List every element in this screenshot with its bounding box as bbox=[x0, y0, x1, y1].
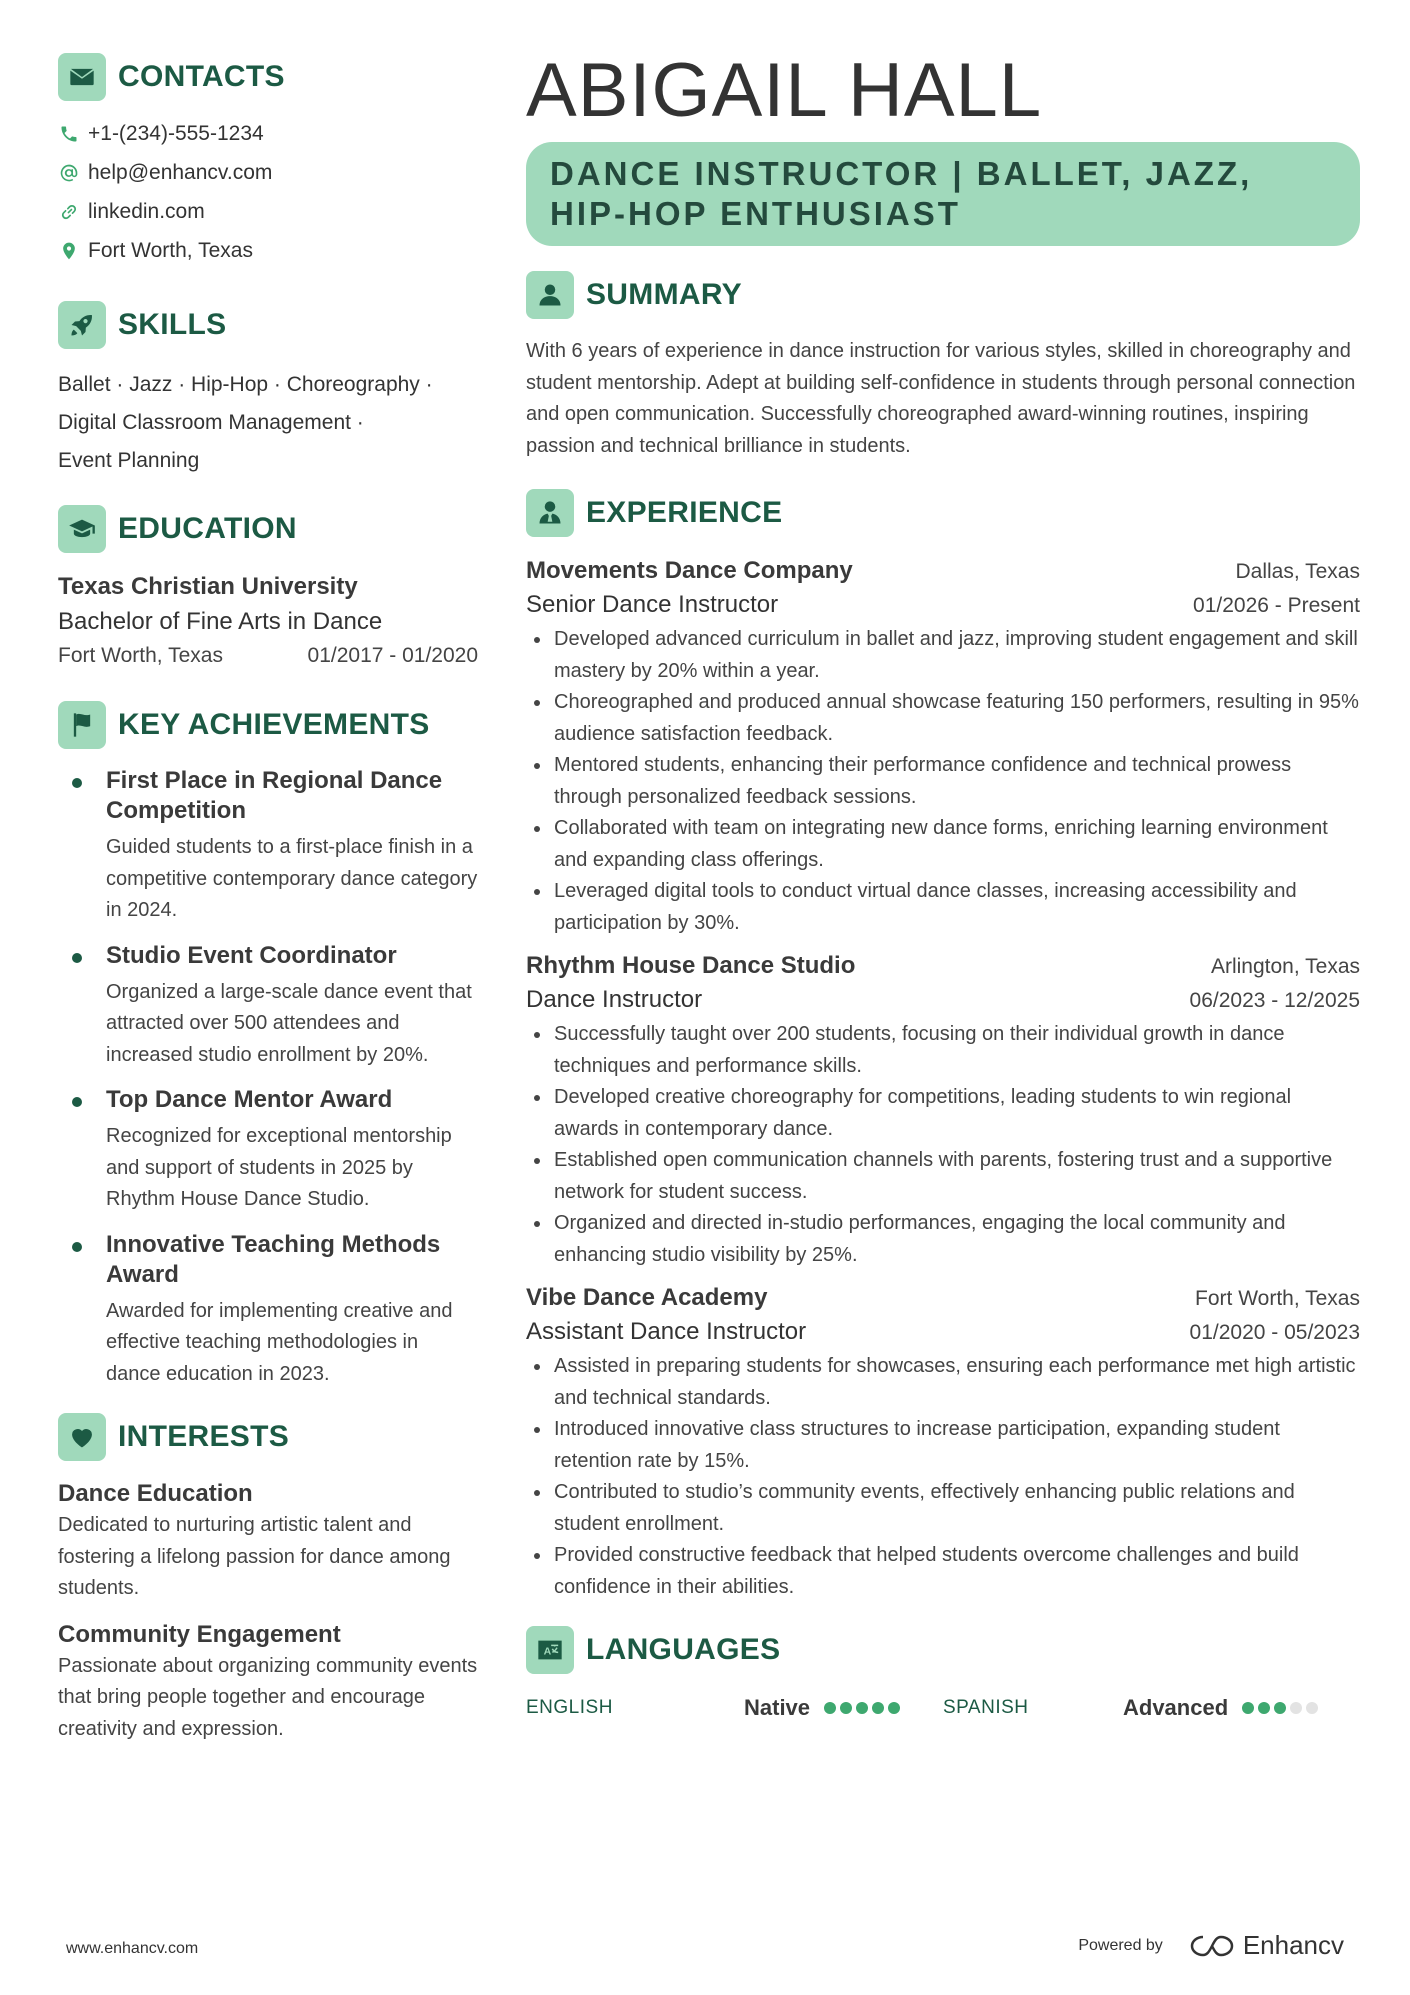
job-dates: 06/2023 - 12/2025 bbox=[1189, 989, 1360, 1012]
job-bullet: Assisted in preparing students for showcases, ensuring each performance met high artistic and technical standards. bbox=[526, 1351, 1360, 1414]
achievements-heading bbox=[58, 700, 478, 750]
education-school: Texas Christian University bbox=[58, 573, 358, 600]
job-bullet: Mentored students, enhancing their performance confidence and technical prowess through personalized feedback sessions. bbox=[526, 750, 1360, 813]
email-text: help@enhancv.com bbox=[88, 160, 273, 184]
job-bullet: Contributed to studio’s community events, effectively enhancing public relations and student enrollment. bbox=[526, 1477, 1360, 1540]
achievement-desc: Recognized for exceptional mentorship and support of students in 2025 by Rhythm House Dance Studio. bbox=[106, 1125, 452, 1210]
enhancv-logo-icon bbox=[1189, 1933, 1235, 1959]
svg-text:A: A bbox=[543, 1645, 552, 1658]
achievements-section bbox=[58, 700, 478, 1390]
language-item bbox=[943, 1695, 1360, 1721]
section-title: CONTACTS bbox=[118, 60, 285, 93]
user-tie-icon bbox=[526, 489, 574, 537]
interest-desc: Dedicated to nurturing artistic talent and fostering a lifelong passion for dance among students. bbox=[58, 1514, 451, 1599]
job-bullet: Established open communication channels with parents, fostering trust and a supportive network for student success. bbox=[526, 1145, 1360, 1208]
headline-line: DANCE INSTRUCTOR | BALLET, JAZZ, bbox=[550, 155, 1253, 192]
achievement-item bbox=[58, 766, 478, 927]
bullet-dot bbox=[72, 1097, 82, 1107]
summary-section bbox=[526, 270, 1360, 462]
languages-row bbox=[526, 1693, 1360, 1723]
candidate-name: ABIGAIL HALL bbox=[526, 48, 1043, 133]
interests-section bbox=[58, 1412, 478, 1745]
summary-heading bbox=[526, 270, 1360, 320]
language-rating bbox=[824, 1702, 904, 1714]
languages-section bbox=[526, 1625, 1360, 1723]
user-icon bbox=[526, 271, 574, 319]
headline-box bbox=[526, 142, 1360, 246]
rating-dot-filled bbox=[1274, 1702, 1286, 1714]
education-meta bbox=[58, 640, 478, 672]
language-rating bbox=[1242, 1702, 1322, 1714]
rating-dot-filled bbox=[856, 1702, 868, 1714]
link-icon bbox=[58, 201, 80, 223]
phone-icon bbox=[58, 123, 80, 145]
achievement-desc: Awarded for implementing creative and effective teaching methodologies in dance education in 2023. bbox=[106, 1299, 453, 1385]
job-bullet: Organized and directed in-studio performances, engaging the local community and enhancing studio visibility by 25%. bbox=[526, 1208, 1360, 1271]
job-bullets bbox=[526, 1351, 1360, 1603]
left-column bbox=[58, 52, 478, 1759]
job-location: Dallas, Texas bbox=[1235, 560, 1360, 583]
education-degree: Bachelor of Fine Arts in Dance bbox=[58, 608, 383, 635]
rating-dot-filled bbox=[1258, 1702, 1270, 1714]
job-company: Vibe Dance Academy bbox=[526, 1284, 768, 1311]
job-role: Senior Dance Instructor bbox=[526, 591, 779, 618]
translate-icon bbox=[526, 1626, 574, 1674]
job-location: Arlington, Texas bbox=[1210, 955, 1360, 978]
job-role: Assistant Dance Instructor bbox=[526, 1318, 807, 1345]
education-location: Fort Worth, Texas bbox=[58, 644, 223, 667]
rating-dot-empty bbox=[1306, 1702, 1318, 1714]
job-location: Fort Worth, Texas bbox=[1195, 1287, 1360, 1310]
job-bullet: Developed advanced curriculum in ballet and jazz, improving student engagement and skill mastery by 20% within a year. bbox=[526, 624, 1360, 687]
language-name: ENGLISH bbox=[526, 1697, 613, 1718]
skills-section bbox=[58, 300, 478, 480]
graduation-cap-icon bbox=[58, 505, 106, 553]
rating-dot-filled bbox=[824, 1702, 836, 1714]
contacts-heading bbox=[58, 52, 478, 102]
section-title: EDUCATION bbox=[118, 512, 297, 545]
skills-list bbox=[58, 366, 468, 480]
rating-dot-filled bbox=[840, 1702, 852, 1714]
phone-text: +1-(234)-555-1234 bbox=[88, 121, 264, 145]
job-bullet: Developed creative choreography for competitions, leading students to win regional awards in contemporary dance. bbox=[526, 1082, 1360, 1145]
linkedin-text: linkedin.com bbox=[88, 199, 205, 223]
contact-phone[interactable] bbox=[58, 114, 478, 153]
section-title: SUMMARY bbox=[586, 278, 742, 311]
envelope-icon bbox=[58, 53, 106, 101]
achievement-item bbox=[58, 941, 478, 1072]
interests-heading bbox=[58, 1412, 478, 1462]
contacts-section bbox=[58, 52, 478, 270]
achievement-desc: Organized a large-scale dance event that attracted over 500 attendees and increased studio enrollment by 20%. bbox=[106, 980, 472, 1066]
education-dates: 01/2017 - 01/2020 bbox=[307, 644, 478, 667]
section-title: KEY ACHIEVEMENTS bbox=[118, 708, 430, 741]
contact-email[interactable] bbox=[58, 153, 478, 192]
language-level: Native bbox=[744, 1695, 811, 1720]
achievement-desc: Guided students to a first-place finish in a competitive contemporary dance category in 2024. bbox=[106, 836, 478, 921]
job-bullet: Collaborated with team on integrating new dance forms, enriching learning environment and expanding class offerings. bbox=[526, 813, 1360, 876]
achievement-item bbox=[58, 1230, 478, 1391]
achievement-item bbox=[58, 1085, 478, 1216]
interest-title: Community Engagement bbox=[58, 1620, 341, 1648]
brand-name: Enhancv bbox=[1242, 1930, 1344, 1960]
location-text: Fort Worth, Texas bbox=[88, 238, 253, 262]
map-pin-icon bbox=[58, 240, 80, 262]
job-bullets bbox=[526, 1019, 1360, 1271]
skills-line: Ballet · Jazz · Hip-Hop · Choreography · bbox=[58, 373, 433, 396]
job-dates: 01/2020 - 05/2023 bbox=[1189, 1321, 1360, 1344]
skills-line: Event Planning bbox=[58, 449, 200, 472]
education-heading bbox=[58, 504, 478, 554]
heart-icon bbox=[58, 1413, 106, 1461]
education-section bbox=[58, 504, 478, 672]
achievement-title: First Place in Regional Dance Competition bbox=[106, 767, 443, 824]
job-bullet: Leveraged digital tools to conduct virtual dance classes, increasing accessibility and participation by 30%. bbox=[526, 876, 1360, 939]
skills-line: Digital Classroom Management · bbox=[58, 411, 364, 434]
job-bullet: Successfully taught over 200 students, focusing on their individual growth in dance techniques and performance skills. bbox=[526, 1019, 1360, 1082]
job-entry bbox=[526, 949, 1360, 1271]
job-bullets bbox=[526, 624, 1360, 939]
contact-location bbox=[58, 231, 478, 270]
job-bullet: Provided constructive feedback that helped students overcome challenges and build confidence in their abilities. bbox=[526, 1540, 1360, 1603]
job-entry bbox=[526, 1281, 1360, 1603]
footer-brand[interactable] bbox=[1078, 1930, 1344, 1961]
at-sign-icon bbox=[58, 162, 80, 184]
achievement-title: Innovative Teaching Methods Award bbox=[106, 1230, 441, 1288]
powered-by-text: Powered by bbox=[1078, 1936, 1163, 1954]
job-role: Dance Instructor bbox=[526, 986, 703, 1013]
rating-dot-filled bbox=[872, 1702, 884, 1714]
bullet-dot bbox=[72, 953, 82, 963]
bullet-dot bbox=[72, 1242, 82, 1252]
experience-section bbox=[526, 488, 1360, 1603]
headline-line: HIP-HOP ENTHUSIAST bbox=[550, 195, 961, 232]
experience-heading bbox=[526, 488, 1360, 538]
summary-text: With 6 years of experience in dance instruction for various styles, skilled in choreography and student mentorship. Adept at building self-confidence in students through personal connection and open communication. Successfully choreographed award-winning routines, inspiring passion and technical brilliance in students. bbox=[526, 340, 1356, 457]
footer-website[interactable]: www.enhancv.com bbox=[66, 1940, 199, 1957]
section-title: LANGUAGES bbox=[586, 1633, 781, 1666]
bullet-dot bbox=[72, 778, 82, 788]
rating-dot-empty bbox=[1290, 1702, 1302, 1714]
interest-title: Dance Education bbox=[58, 1480, 253, 1507]
right-column bbox=[526, 48, 1360, 1723]
section-title: SKILLS bbox=[118, 308, 227, 341]
job-entry bbox=[526, 554, 1360, 939]
rating-dot-filled bbox=[1242, 1702, 1254, 1714]
job-bullet: Introduced innovative class structures to increase participation, expanding student retention rate by 15%. bbox=[526, 1414, 1360, 1477]
job-company: Rhythm House Dance Studio bbox=[526, 952, 856, 979]
rocket-icon bbox=[58, 301, 106, 349]
language-name: SPANISH bbox=[943, 1697, 1029, 1718]
achievement-title: Top Dance Mentor Award bbox=[106, 1086, 393, 1113]
language-item bbox=[526, 1695, 943, 1721]
interest-desc: Passionate about organizing community events that bring people together and encourage creativity and expression. bbox=[58, 1654, 478, 1740]
section-title: INTERESTS bbox=[118, 1420, 290, 1453]
language-level: Advanced bbox=[1123, 1695, 1229, 1720]
achievement-title: Studio Event Coordinator bbox=[106, 941, 397, 969]
job-bullet: Choreographed and produced annual showcase featuring 150 performers, resulting in 95% audience satisfaction feedback. bbox=[526, 687, 1360, 750]
contact-linkedin[interactable] bbox=[58, 192, 478, 231]
languages-heading bbox=[526, 1625, 1360, 1675]
job-company: Movements Dance Company bbox=[526, 557, 853, 584]
job-dates: 01/2026 - Present bbox=[1193, 594, 1360, 617]
section-title: EXPERIENCE bbox=[586, 496, 783, 529]
flag-icon bbox=[58, 701, 106, 749]
rating-dot-filled bbox=[888, 1702, 900, 1714]
skills-heading bbox=[58, 300, 478, 350]
